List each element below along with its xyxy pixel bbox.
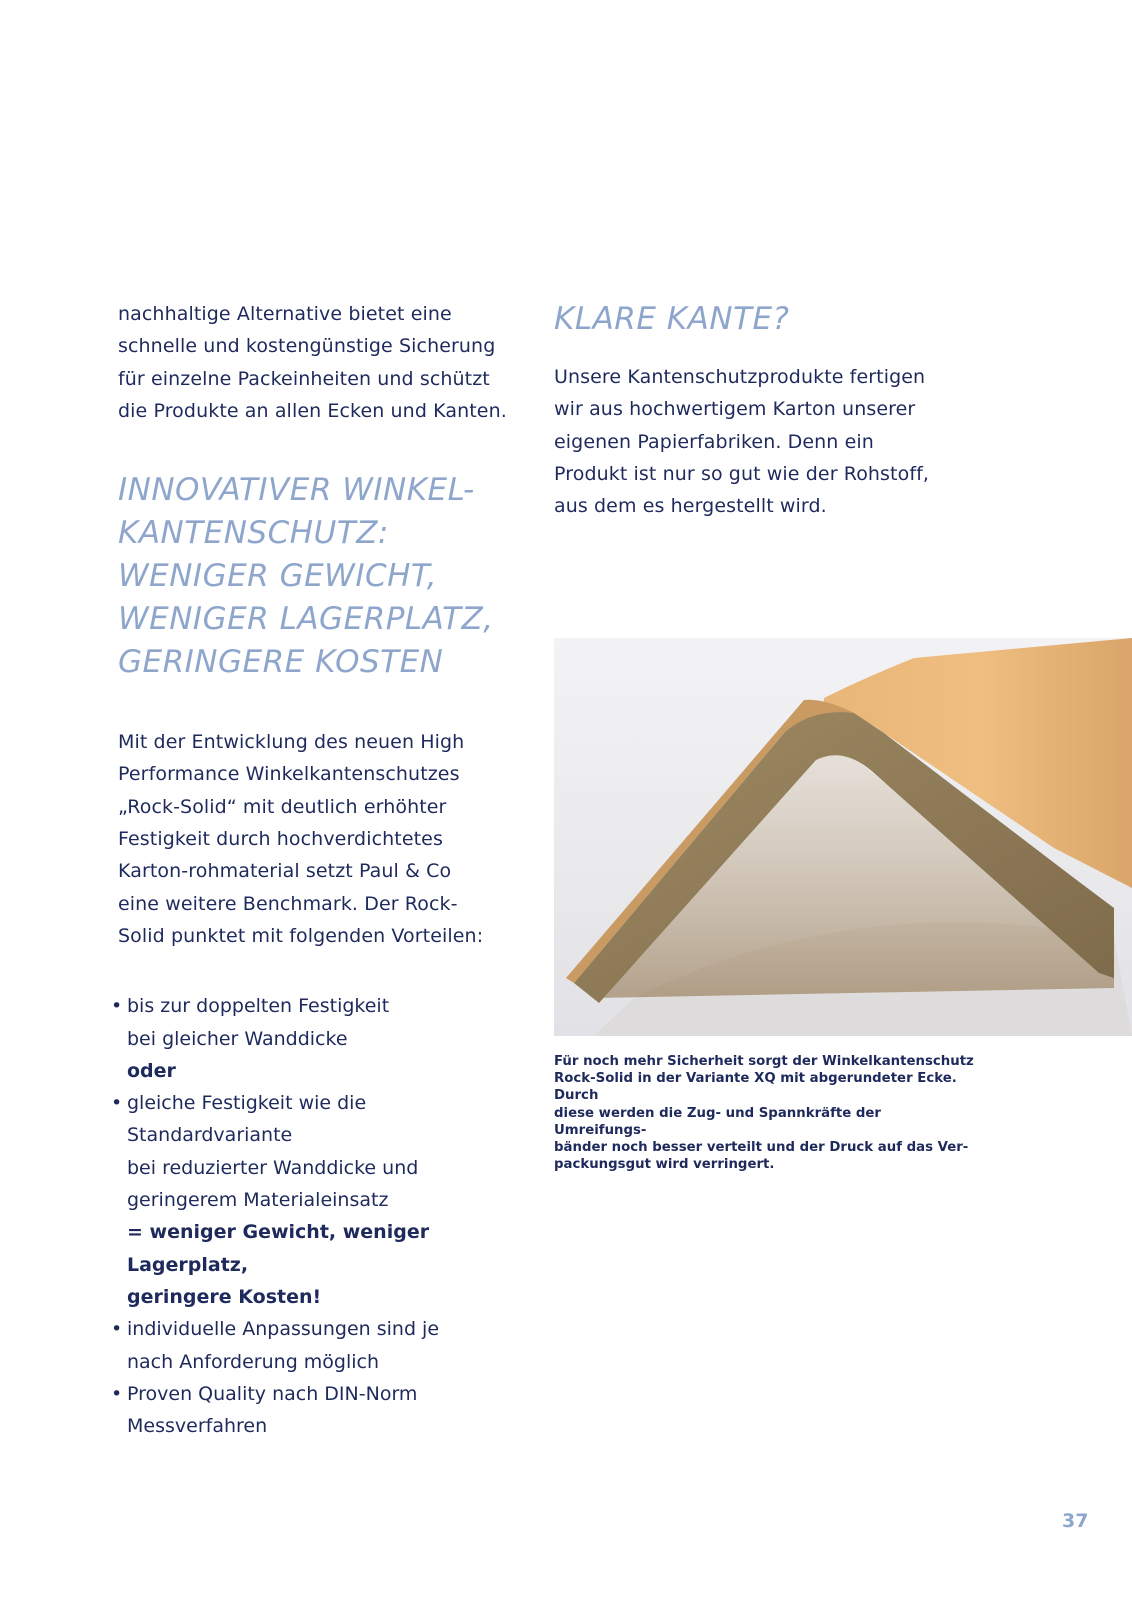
klare-kante-heading: KLARE KANTE? (554, 301, 790, 337)
list-item: • Proven Quality nach DIN-Norm Messverfahren (111, 1378, 518, 1443)
heading-line: WENIGER LAGERPLATZ, (118, 601, 494, 638)
edge-protector-photo (554, 638, 1132, 1036)
benefit-summary: geringere Kosten! (127, 1285, 322, 1308)
oder-label: oder (127, 1059, 176, 1082)
heading-line: GERINGERE KOSTEN (118, 644, 444, 681)
page-number: 37 (1062, 1510, 1089, 1532)
right-column (554, 298, 954, 522)
bullet-mark: • (111, 1382, 123, 1405)
right-paragraph: Unsere Kantenschutzprodukte fertigen wir aus hochwertigem Karton unserer eigenen Papierfabriken. Denn ein Produkt ist nur so gut wie der Rohstoff, aus dem es hergestellt wird. (554, 366, 930, 518)
bullet-mark: • (111, 1318, 123, 1341)
bullet-mark: • (111, 995, 123, 1018)
heading-line: WENIGER GEWICHT, (118, 558, 438, 595)
list-item: • bis zur doppelten Festigkeit bei gleicher Wanddicke oder (111, 990, 518, 1087)
innovation-heading (118, 469, 518, 684)
list-item: • gleiche Festigkeit wie die Standardvariante bei reduzierter Wanddicke und geringerem Materialeinsatz = weniger Gewicht, weniger Lagerplatz, geringere Kosten! (111, 1087, 518, 1313)
left-column (111, 298, 518, 1442)
rock-solid-paragraph: Mit der Entwicklung des neuen High Performance Winkelkantenschutzes „Rock-Solid“ mit deutlich erhöhter Festigkeit durch hochverdichtetes Karton-rohmaterial setzt Paul & Co eine weitere Benchmark. Der Rock-Solid punktet mit folgenden Vorteilen: (118, 731, 484, 947)
heading-line: INNOVATIVER WINKEL- (118, 472, 475, 509)
advantages-list (111, 990, 518, 1442)
intro-paragraph: nachhaltige Alternative bietet eine schnelle und kostengünstige Sicherung für einzelne Packeinheiten und schützt die Produkte an allen Ecken und Kanten. (118, 303, 507, 422)
bullet-mark: • (111, 1092, 123, 1115)
heading-line: KANTENSCHUTZ: (118, 515, 389, 552)
cardboard-angle-illustration (554, 638, 1132, 1036)
benefit-summary: = weniger Gewicht, weniger Lagerplatz, (127, 1221, 430, 1276)
photo-caption: Für noch mehr Sicherheit sorgt der Winkelkantenschutz Rock-Solid in der Variante XQ mit abgerundeter Ecke. Durch diese werden die Zug- und Spannkräfte der Umreifungs- bänder noch besser verteilt und der Druck auf das Ver- packungsgut wird verringert. (554, 1054, 974, 1173)
list-item: • individuelle Anpassungen sind je nach Anforderung möglich (111, 1313, 518, 1378)
